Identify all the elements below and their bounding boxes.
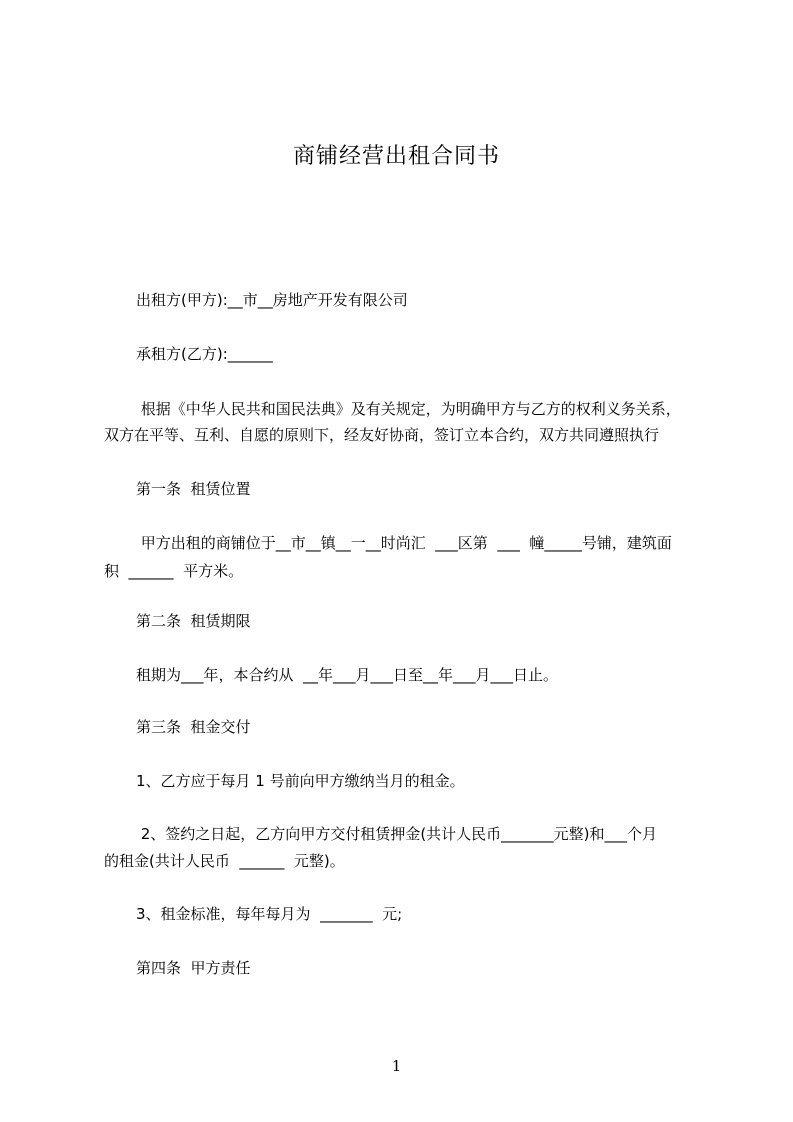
preamble-line-2: 双方在平等、互利、自愿的原则下，经友好协商，签订立本合约，双方共同遵照执行 (104, 426, 660, 444)
lessee-line: 承租方(乙方):______ (136, 345, 273, 363)
preamble-line-1: 根据《中华人民共和国民法典》及有关规定，为明确甲方与乙方的权利义务关系， (136, 400, 681, 418)
page-number: 1 (391, 1057, 402, 1075)
article-1-heading: 第一条 租赁位置 (136, 480, 251, 498)
article-2-text: 租期为___年，本合约从 __年___月___日至__年___月___日止。 (136, 666, 559, 684)
article-3-item-3: 3、租金标准，每年每月为 _______ 元; (136, 905, 403, 923)
article-1-line-1: 甲方出租的商铺位于__市__镇__一__时尚汇 ___区第 ___ 幢_____号铺，建筑面 (136, 534, 672, 552)
article-3-item-2-line-1: 2、签约之日起，乙方向甲方交付租赁押金(共计人民币_______元整)和___个月 (136, 825, 658, 843)
article-3-item-1: 1、乙方应于每月 1 号前向甲方缴纳当月的租金。 (136, 772, 465, 790)
lessor-line: 出租方(甲方):__市__房地产开发有限公司 (136, 291, 408, 309)
article-3-item-2-line-2: 的租金(共计人民币 ______ 元整)。 (104, 852, 345, 870)
article-1-line-2: 积 ______ 平方米。 (104, 562, 244, 580)
article-3-heading: 第三条 租金交付 (136, 718, 251, 736)
article-2-heading: 第二条 租赁期限 (136, 612, 251, 630)
article-4-heading: 第四条 甲方责任 (136, 959, 251, 977)
document-title: 商铺经营出租合同书 (292, 144, 500, 169)
